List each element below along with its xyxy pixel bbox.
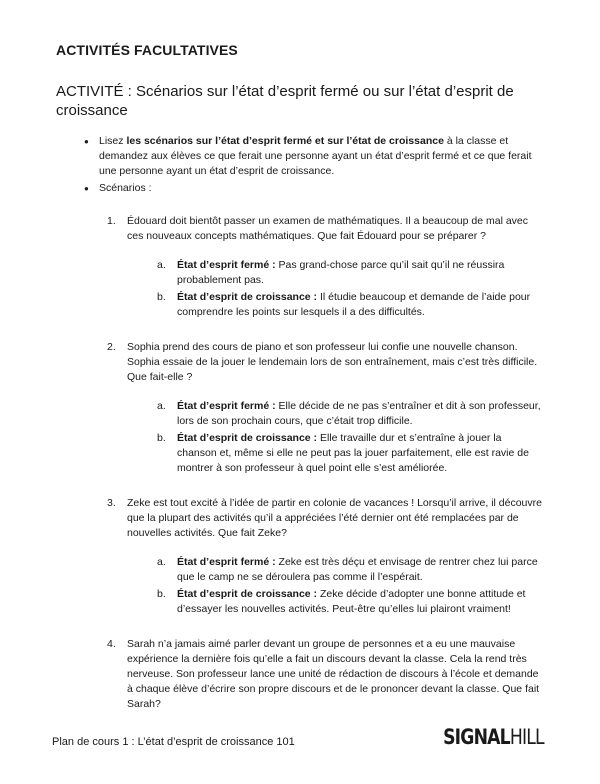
scenario-options bbox=[127, 399, 544, 476]
option-letter: a. bbox=[157, 556, 166, 568]
scenario-options bbox=[127, 258, 544, 320]
scenario-item bbox=[107, 214, 544, 320]
intro-bold: les scénarios sur l’état d’esprit fermé et sur l’état de croissance bbox=[126, 135, 444, 147]
option-label: État d’esprit fermé : bbox=[177, 259, 276, 271]
option-text: Pas grand-chose parce qu’il sait qu’il ne réussira probablement pas. bbox=[177, 259, 505, 286]
intro-bullet bbox=[84, 134, 544, 179]
option-growth bbox=[157, 431, 544, 476]
scenarios-bullet bbox=[84, 181, 544, 712]
scenario-text: Sophia prend des cours de piano et son professeur lui confie une nouvelle chanson. Sophia essaie de la jouer le lendemain lors de son entraînement, mais c’est très difficile. Que fait-elle ? bbox=[127, 341, 538, 383]
scenarios-label: Scénarios : bbox=[99, 182, 152, 194]
section-title: ACTIVITÉS FACULTATIVES bbox=[56, 42, 238, 58]
scenario-item bbox=[107, 637, 544, 712]
option-text: Zeke décide d’adopter une bonne attitude et d’essayer les nouvelles activités. Peut-être qu’elles lui plairont vraiment! bbox=[177, 588, 526, 615]
scenario-number: 1. bbox=[107, 215, 116, 227]
option-letter: b. bbox=[157, 432, 166, 444]
scenario-text: Édouard doit bientôt passer un examen de mathématiques. Il a beaucoup de mal avec ces nouveaux concepts mathématiques. Que fait Édouard pour se préparer ? bbox=[127, 215, 529, 242]
option-label: État d’esprit fermé : bbox=[177, 400, 276, 412]
scenario-options bbox=[127, 555, 544, 617]
scenario-item bbox=[107, 496, 544, 617]
option-fixed bbox=[157, 399, 544, 429]
intro-text-1: Lisez bbox=[99, 135, 127, 147]
option-label: État d’esprit fermé : bbox=[177, 556, 276, 568]
scenario-number: 4. bbox=[107, 638, 116, 650]
option-letter: b. bbox=[157, 588, 166, 600]
logo-signal: SIGNAL bbox=[443, 725, 511, 749]
logo-hill: HILL bbox=[510, 725, 544, 749]
footer-text: Plan de cours 1 : L’état d’esprit de croissance 101 bbox=[52, 736, 295, 748]
option-label: État d’esprit de croissance : bbox=[177, 291, 318, 303]
option-text: Elle décide de ne pas s’entraîner et dit à son professeur, lors de son prochain cours, que c’était trop difficile. bbox=[177, 400, 541, 427]
option-growth bbox=[157, 587, 544, 617]
option-letter: a. bbox=[157, 259, 166, 271]
scenario-text: Zeke est tout excité à l’idée de partir en colonie de vacances ! Lorsqu’il arrive, il découvre que la plupart des activités qu’il a appréciées l’été dernier ont été remplacées par de nouvelles activités. Que fait Zeke? bbox=[127, 497, 542, 539]
scenario-item bbox=[107, 340, 544, 476]
signal-hill-logo bbox=[443, 725, 544, 749]
option-label: État d’esprit de croissance : bbox=[177, 588, 318, 600]
intro-text-2: à la classe et demandez aux élèves ce que ferait une personne ayant un état d’esprit fermé et ce que ferait une personne ayant un état d’esprit de croissance. bbox=[99, 135, 532, 177]
option-growth bbox=[157, 290, 544, 320]
option-letter: a. bbox=[157, 400, 166, 412]
scenario-text: Sarah n’a jamais aimé parler devant un groupe de personnes et a eu une mauvaise expérience la dernière fois qu’elle a fait un discours devant la classe. Cela la rend très nerveuse. Son professeur lance une unité de rédaction de discours à l’école et demande à chaque élève d’écrire son propre discours et de le prononcer devant la classe. Que fait Sarah? bbox=[127, 638, 540, 710]
scenario-number: 3. bbox=[107, 497, 116, 509]
option-fixed bbox=[157, 555, 544, 585]
option-text: Elle travaille dur et s’entraîne à jouer la chanson et, même si elle ne peut pas la jouer parfaitement, elle est ravie de montrer à son professeur à quel point elle s’est améliorée. bbox=[177, 432, 529, 474]
option-text: Zeke est très déçu et envisage de rentrer chez lui parce que le camp ne se déroulera pas comme il l’espérait. bbox=[177, 556, 538, 583]
option-fixed bbox=[157, 258, 544, 288]
option-text: Il étudie beaucoup et demande de l’aide pour comprendre les points sur lesquels il a des difficultés. bbox=[177, 291, 531, 318]
instructions-list bbox=[56, 134, 544, 712]
scenario-number: 2. bbox=[107, 341, 116, 353]
option-letter: b. bbox=[157, 291, 166, 303]
option-label: État d’esprit de croissance : bbox=[177, 432, 318, 444]
scenarios-list bbox=[99, 214, 544, 712]
activity-title: ACTIVITÉ : Scénarios sur l’état d’esprit fermé ou sur l’état d’esprit de croissance bbox=[56, 83, 514, 119]
